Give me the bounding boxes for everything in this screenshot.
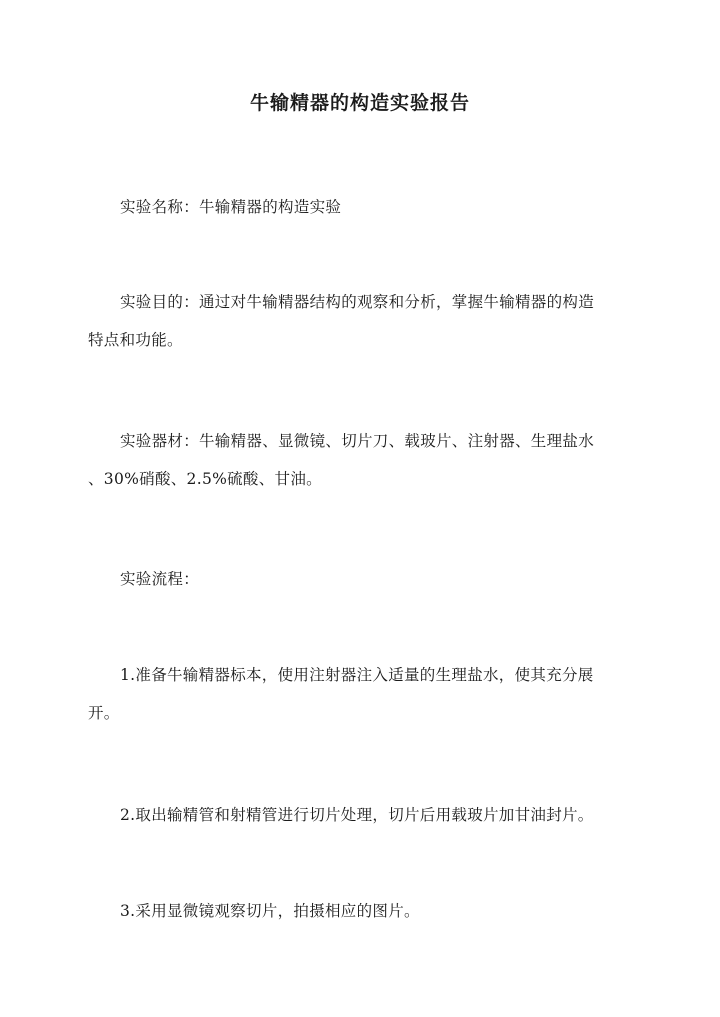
paragraph-step-3 <box>88 904 633 920</box>
text-line: 2.取出输精管和射精管进行切片处理，切片后用载玻片加甘油封片。 <box>120 806 594 824</box>
paragraph-experiment-process-heading <box>88 572 633 588</box>
text-line: 实验目的：通过对牛输精器结构的观察和分析，掌握牛输精器的构造 <box>120 293 595 311</box>
text-line: 特点和功能。 <box>88 330 183 349</box>
document-title: 牛输精器的构造实验报告 <box>249 92 470 114</box>
paragraph-experiment-materials <box>88 434 633 487</box>
paragraph-step-2 <box>88 808 633 824</box>
text-line: 3.采用显微镜观察切片，拍摄相应的图片。 <box>120 902 420 920</box>
text-line: 实验器材：牛输精器、显微镜、切片刀、载玻片、注射器、生理盐水 <box>120 432 595 450</box>
text-line: 1.准备牛输精器标本，使用注射器注入适量的生理盐水，使其充分展 <box>120 666 594 684</box>
text-line: 开。 <box>88 703 120 722</box>
text-line: 、30%硝酸、2.5%硫酸、甘油。 <box>88 469 322 488</box>
paragraph-step-1 <box>88 668 633 721</box>
text-line: 实验名称：牛输精器的构造实验 <box>120 198 342 216</box>
text-line: 实验流程： <box>120 570 200 588</box>
paragraph-experiment-purpose <box>88 295 633 348</box>
paragraph-experiment-name <box>88 200 633 216</box>
